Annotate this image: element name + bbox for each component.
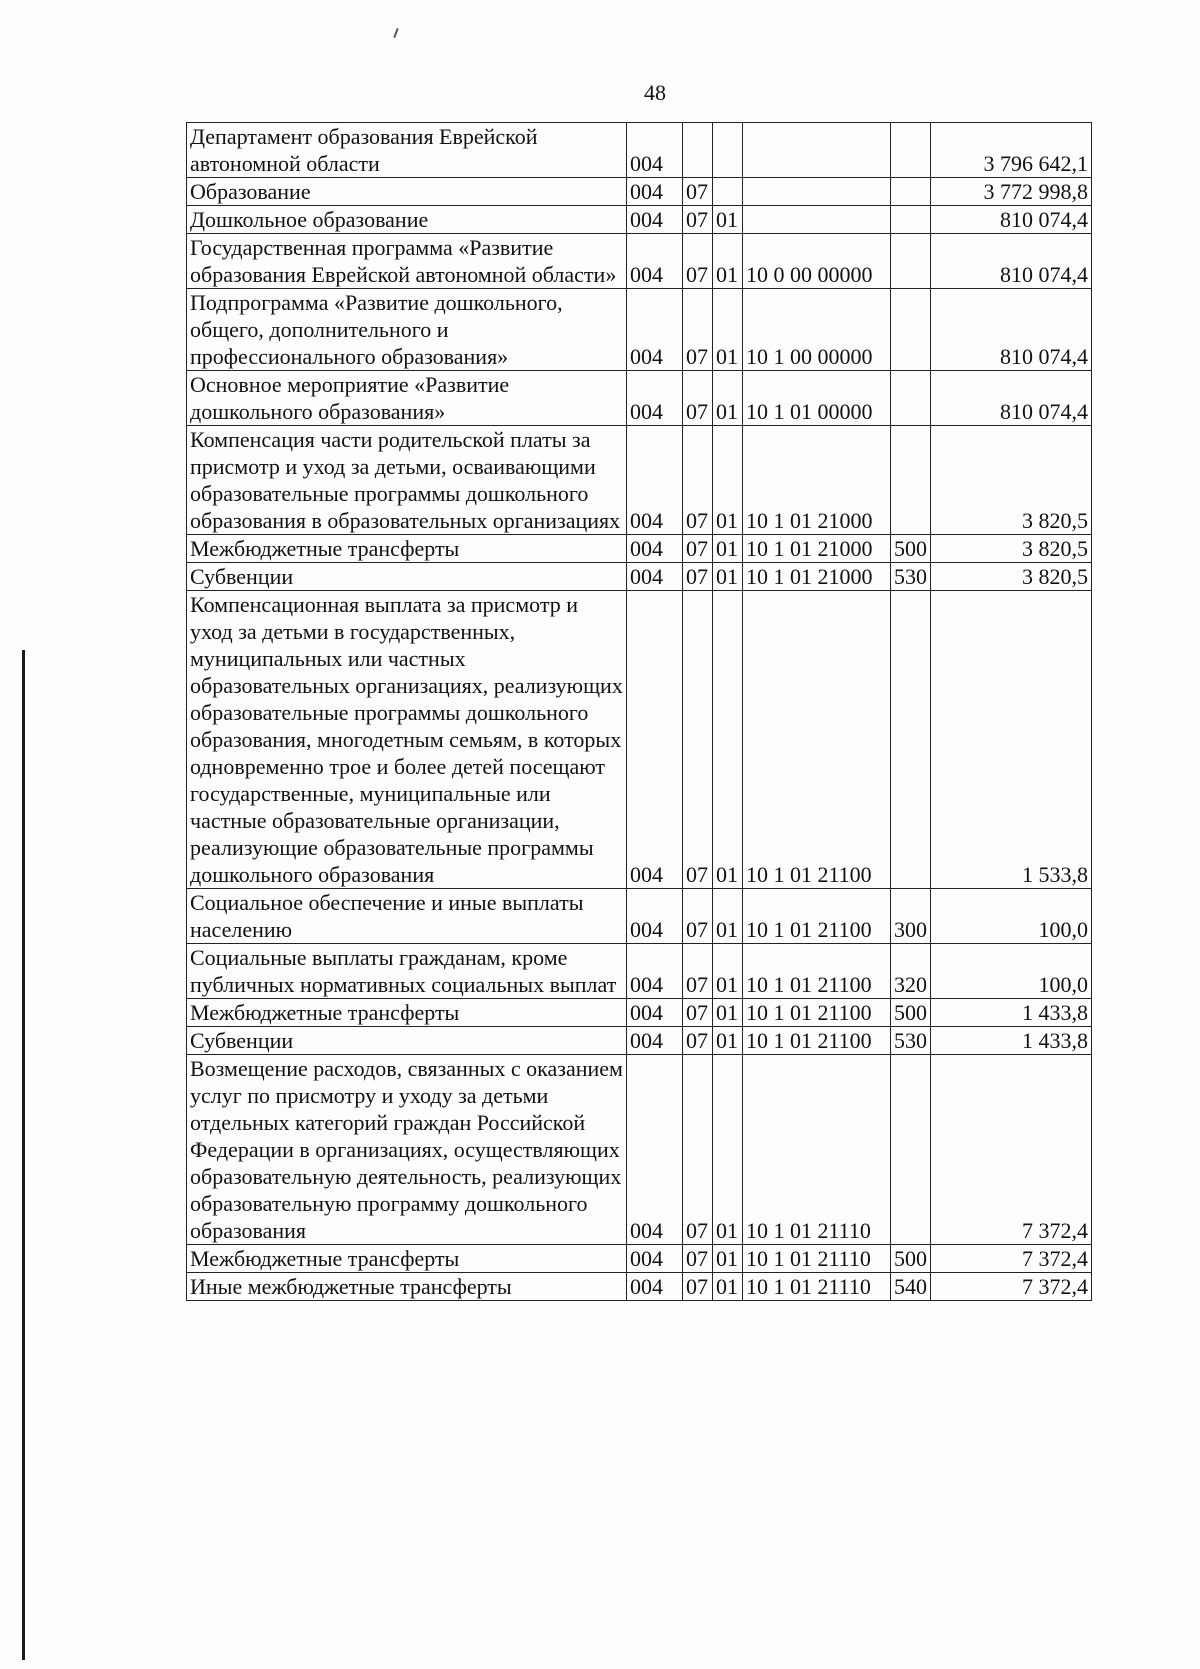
table-row: [187, 123, 1092, 178]
row-expense-type-code: [891, 206, 931, 234]
row-section-code: 07: [683, 1273, 713, 1301]
table-row: [187, 591, 1092, 889]
row-target-article-code: [743, 178, 891, 206]
row-section-code: 07: [683, 563, 713, 591]
row-name: Межбюджетные трансферты: [187, 1245, 627, 1273]
row-subsection-code: [713, 123, 743, 178]
row-target-article-code: 10 0 00 00000: [743, 234, 891, 289]
row-ved-code: 004: [627, 234, 683, 289]
row-expense-type-code: [891, 1055, 931, 1245]
table-row: [187, 1027, 1092, 1055]
row-section-code: 07: [683, 234, 713, 289]
row-expense-type-code: 500: [891, 535, 931, 563]
row-section-code: 07: [683, 999, 713, 1027]
row-target-article-code: 10 1 01 21000: [743, 426, 891, 535]
row-target-article-code: 10 1 01 21110: [743, 1273, 891, 1301]
row-ved-code: 004: [627, 889, 683, 944]
table-row: [187, 563, 1092, 591]
row-expense-type-code: [891, 426, 931, 535]
row-subsection-code: 01: [713, 289, 743, 371]
row-ved-code: 004: [627, 563, 683, 591]
row-target-article-code: 10 1 01 21100: [743, 944, 891, 999]
row-name: Департамент образования Еврейской автономной области: [187, 123, 627, 178]
table-row: [187, 1055, 1092, 1245]
row-ved-code: 004: [627, 944, 683, 999]
table-row: [187, 535, 1092, 563]
row-ved-code: 004: [627, 123, 683, 178]
table-row: [187, 944, 1092, 999]
row-name: Субвенции: [187, 1027, 627, 1055]
row-name: Образование: [187, 178, 627, 206]
table-row: [187, 1245, 1092, 1273]
row-amount: 3 820,5: [931, 563, 1092, 591]
row-target-article-code: 10 1 01 21110: [743, 1055, 891, 1245]
row-ved-code: 004: [627, 178, 683, 206]
row-ved-code: 004: [627, 206, 683, 234]
row-ved-code: 004: [627, 999, 683, 1027]
row-subsection-code: 01: [713, 234, 743, 289]
row-subsection-code: 01: [713, 1273, 743, 1301]
row-expense-type-code: [891, 289, 931, 371]
page-number: 48: [644, 80, 666, 105]
row-subsection-code: 01: [713, 1027, 743, 1055]
budget-table: [186, 122, 1092, 1301]
row-ved-code: 004: [627, 1245, 683, 1273]
row-subsection-code: 01: [713, 371, 743, 426]
row-amount: 3 772 998,8: [931, 178, 1092, 206]
row-amount: 7 372,4: [931, 1245, 1092, 1273]
row-subsection-code: 01: [713, 426, 743, 535]
row-amount: 1 533,8: [931, 591, 1092, 889]
table-row: [187, 1273, 1092, 1301]
row-expense-type-code: [891, 178, 931, 206]
row-subsection-code: 01: [713, 944, 743, 999]
row-name: Компенсация части родительской платы за присмотр и уход за детьми, осваивающими образовательные программы дошкольного образования в образовательных организациях: [187, 426, 627, 535]
row-name: Компенсационная выплата за присмотр и уход за детьми в государственных, муниципальных или частных образовательных организациях, реализующих образовательные программы дошкольного образования, многодетным семьям, в которых одновременно трое и более детей посещают государственные, муниципальные или частные образовательные организации, реализующие образовательные программы дошкольного образования: [187, 591, 627, 889]
row-name: Межбюджетные трансферты: [187, 999, 627, 1027]
row-expense-type-code: 530: [891, 563, 931, 591]
table-row: [187, 371, 1092, 426]
row-target-article-code: 10 1 01 00000: [743, 371, 891, 426]
row-section-code: 07: [683, 206, 713, 234]
row-name: Социальное обеспечение и иные выплаты населению: [187, 889, 627, 944]
row-ved-code: 004: [627, 371, 683, 426]
table-row: [187, 234, 1092, 289]
row-section-code: 07: [683, 1055, 713, 1245]
row-section-code: 07: [683, 371, 713, 426]
row-ved-code: 004: [627, 1055, 683, 1245]
row-section-code: [683, 123, 713, 178]
row-subsection-code: 01: [713, 206, 743, 234]
row-section-code: 07: [683, 591, 713, 889]
row-ved-code: 004: [627, 1027, 683, 1055]
row-amount: 1 433,8: [931, 1027, 1092, 1055]
row-target-article-code: 10 1 01 21100: [743, 999, 891, 1027]
budget-table-body: [187, 123, 1092, 1301]
row-subsection-code: 01: [713, 1055, 743, 1245]
row-target-article-code: [743, 206, 891, 234]
row-amount: 3 796 642,1: [931, 123, 1092, 178]
row-amount: 810 074,4: [931, 371, 1092, 426]
row-ved-code: 004: [627, 1273, 683, 1301]
row-amount: 810 074,4: [931, 234, 1092, 289]
row-subsection-code: 01: [713, 535, 743, 563]
row-amount: 7 372,4: [931, 1055, 1092, 1245]
row-subsection-code: 01: [713, 563, 743, 591]
row-section-code: 07: [683, 1245, 713, 1273]
row-expense-type-code: 540: [891, 1273, 931, 1301]
row-section-code: 07: [683, 178, 713, 206]
table-row: [187, 178, 1092, 206]
row-subsection-code: 01: [713, 1245, 743, 1273]
row-name: Государственная программа «Развитие образования Еврейской автономной области»: [187, 234, 627, 289]
row-target-article-code: [743, 123, 891, 178]
table-row: [187, 206, 1092, 234]
row-name: Субвенции: [187, 563, 627, 591]
row-expense-type-code: 500: [891, 999, 931, 1027]
row-name: Социальные выплаты гражданам, кроме публичных нормативных социальных выплат: [187, 944, 627, 999]
row-target-article-code: 10 1 01 21000: [743, 563, 891, 591]
row-expense-type-code: [891, 123, 931, 178]
row-amount: 100,0: [931, 944, 1092, 999]
row-section-code: 07: [683, 889, 713, 944]
row-section-code: 07: [683, 944, 713, 999]
row-target-article-code: 10 1 01 21100: [743, 1027, 891, 1055]
row-section-code: 07: [683, 535, 713, 563]
row-expense-type-code: 530: [891, 1027, 931, 1055]
row-subsection-code: [713, 178, 743, 206]
table-row: [187, 999, 1092, 1027]
row-amount: 7 372,4: [931, 1273, 1092, 1301]
row-ved-code: 004: [627, 426, 683, 535]
scan-edge-mark: [22, 650, 25, 1660]
row-ved-code: 004: [627, 535, 683, 563]
row-subsection-code: 01: [713, 591, 743, 889]
row-amount: 3 820,5: [931, 535, 1092, 563]
row-expense-type-code: [891, 371, 931, 426]
table-row: [187, 426, 1092, 535]
row-name: Иные межбюджетные трансферты: [187, 1273, 627, 1301]
row-ved-code: 004: [627, 289, 683, 371]
row-target-article-code: 10 1 01 21100: [743, 591, 891, 889]
row-expense-type-code: [891, 591, 931, 889]
row-amount: 810 074,4: [931, 206, 1092, 234]
row-name: Основное мероприятие «Развитие дошкольного образования»: [187, 371, 627, 426]
row-amount: 100,0: [931, 889, 1092, 944]
row-name: Дошкольное образование: [187, 206, 627, 234]
row-ved-code: 004: [627, 591, 683, 889]
row-target-article-code: 10 1 01 21110: [743, 1245, 891, 1273]
row-subsection-code: 01: [713, 999, 743, 1027]
row-expense-type-code: [891, 234, 931, 289]
row-name: Возмещение расходов, связанных с оказанием услуг по присмотру и уходу за детьми отдельных категорий граждан Российской Федерации в организациях, осуществляющих образовательную деятельность, реализующих образовательную программу дошкольного образования: [187, 1055, 627, 1245]
row-section-code: 07: [683, 1027, 713, 1055]
row-amount: 3 820,5: [931, 426, 1092, 535]
row-amount: 1 433,8: [931, 999, 1092, 1027]
row-target-article-code: 10 1 01 21100: [743, 889, 891, 944]
table-row: [187, 889, 1092, 944]
row-target-article-code: 10 1 01 21000: [743, 535, 891, 563]
table-row: [187, 289, 1092, 371]
row-target-article-code: 10 1 00 00000: [743, 289, 891, 371]
row-section-code: 07: [683, 426, 713, 535]
row-expense-type-code: 500: [891, 1245, 931, 1273]
row-expense-type-code: 320: [891, 944, 931, 999]
row-amount: 810 074,4: [931, 289, 1092, 371]
row-name: Межбюджетные трансферты: [187, 535, 627, 563]
scan-speck: [393, 28, 398, 38]
row-expense-type-code: 300: [891, 889, 931, 944]
row-name: Подпрограмма «Развитие дошкольного, общего, дополнительного и профессионального образования»: [187, 289, 627, 371]
row-subsection-code: 01: [713, 889, 743, 944]
row-section-code: 07: [683, 289, 713, 371]
